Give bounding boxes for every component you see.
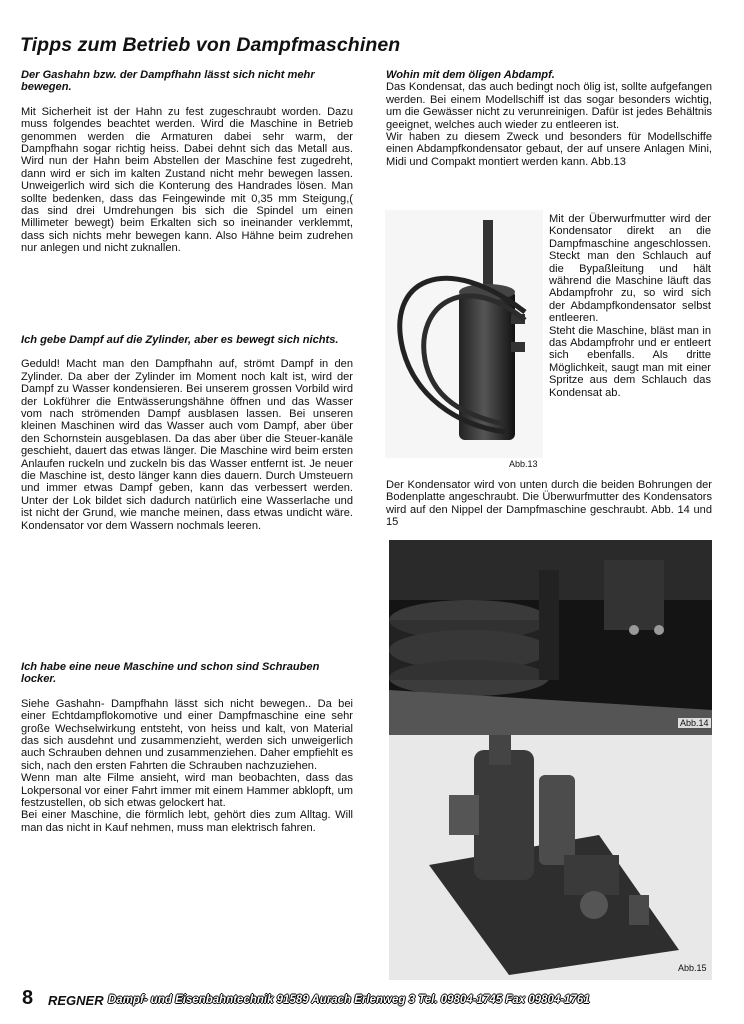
section-body: Mit der Überwurfmutter wird der Kondensator direkt an die Dampfmaschine angeschlossen. Steckt man den Schlauch auf die Bypaßleitung und hält während die Maschine läuft das Abdampfrohr zu, so wird sich der Abdampfkondensator selbst entleeren. <box>549 213 711 325</box>
page-number: 8 <box>22 987 34 1009</box>
section-heading: Ich gebe Dampf auf die Zylinder, aber es bewegt sich nichts. <box>21 334 339 346</box>
section-heading: Ich habe eine neue Maschine und schon sind Schrauben locker. <box>21 661 320 686</box>
footer-brand: REGNER <box>48 993 104 1008</box>
section-schrauben <box>21 661 353 834</box>
section-body: Das Kondensat, das auch bedingt noch ölig ist, sollte aufgefangen werden. Bei einem Modellschiff ist das sogar besonders wichtig, um die Gewässer nicht zu verunreinigen. Dafür ist jedes Behältnis geeignet, welches auch wieder zu entleeren ist. <box>386 81 712 131</box>
side-text-condenser <box>549 213 711 399</box>
section-body: Wenn man alte Filme ansieht, wird man beobachten, dass das Lokpersonal vor einer Fahrt immer mit einem Hammer abklopft, um festzustellen, ob sich etwas gelockert hat. <box>21 772 353 810</box>
photo-abb14-mounting <box>389 540 712 735</box>
section-body: Steht die Maschine, bläst man in das Abdampfrohr und er entleert sich ebenfalls. Als dritte Möglichkeit, saugt man mit einer Spritze aus dem Schlauch das Kondensat ab. <box>549 324 711 399</box>
caption-abb15: Abb.15 <box>678 963 707 973</box>
section-body: Siehe Gashahn- Dampfhahn lässt sich nicht bewegen.. Da bei einer Echtdampflokomotive und einer Dampfmaschine eine sehr große Wechselwirkung entsteht, von heiss und kalt, von Material das sich ausdehnt und zusammenzieht, werden sich unweigerlich auch Schrauben dehnen und zusammenziehen. Daher empfiehlt es sich, nach den ersten Fahrten die Schrauben nachzuziehen. <box>21 697 353 772</box>
section-heading: Der Gashahn bzw. der Dampfhahn lässt sich nicht mehr bewegen. <box>21 69 315 94</box>
section-gashahn <box>21 69 353 255</box>
section-montage <box>386 479 712 529</box>
photo-abb15-steam-engine <box>389 735 712 980</box>
section-body: Bei einer Maschine, die förmlich lebt, gehört dies zum Alltag. Will man das nicht in Kauf nehmen, muss man elektrisch fahren. <box>21 809 353 834</box>
photo-abb13-condenser <box>385 210 543 458</box>
page-title: Tipps zum Betrieb von Dampfmaschinen <box>20 34 401 56</box>
section-heading: Wohin mit dem öligen Abdampf. <box>386 69 555 81</box>
section-body: Mit Sicherheit ist der Hahn zu fest zugeschraubt worden. Dazu muss folgendes beachtet werden. Wird die Maschine in Betrieb genommen werden die Armaturen dabei sehr warm, der Dampfhahn sogar richtig heiss. Dabei dehnt sich das Metall aus. Wird nun der Hahn beim Abstellen der Maschine fest zugedreht, dann wird er sich im kalten Zustand nicht mehr bewegen lassen. Unweigerlich wird sich die Konterung des Handrades lösen. Man sollte bedenken, dass das Feingewinde mit 0,35 mm Steigung,( das sind drei Umdrehungen bis sich die Spindel um einen Millimeter bewegt) beim Erkalten sich so ineinander verklemmt, dass sich nichts mehr bewegen kann. Also Hähne beim zudrehen nur anlegen und nicht zuknallen. <box>21 105 353 255</box>
caption-abb13: Abb.13 <box>509 459 538 469</box>
section-body: Wir haben zu diesem Zweck und besonders für Modellschiffe einen Abdampfkondensator gebaut, der auf unsere Anlagen Mini, Midi und Compakt montiert werden kann. Abb.13 <box>386 131 712 168</box>
section-body: Der Kondensator wird von unten durch die beiden Bohrungen der Bodenplatte angeschraubt. Die Überwurfmutter des Kondensators wird auf den Nippel der Dampfmaschine geschraubt. Abb. 14 und 15 <box>386 479 712 529</box>
section-dampf-zylinder <box>21 334 353 532</box>
section-body: Geduld! Macht man den Dampfhahn auf, strömt Dampf in den Zylinder. Da aber der Zylinder im Moment noch kalt ist, wird der Dampf zu Wasser kondensieren. Bei unserem grossen Vorbild wird der Lokführer die Entwässerungshähne öffnen und das Wasser vom nach strömenden Dampf ausblasen lassen. Bei unseren kleinen Maschinen wird das Wasser auch vom Dampf, aber über den Schornstein ausgeblasen. Da das aber über die Steuer-kanäle geschieht, dauert das etwas länger. Die Maschine wird beim ersten Anlaufen ruckeln und zuckeln bis das Wasser entfernt ist. Je neuer die Maschine ist, desto länger kann dies dauern. Durch Umsteuern und immer etwas Dampf geben, kann das verbessert werden. Unter der Lok bildet sich dadurch natürlich eine Wasserlache und ist nicht der Grund, wie manche meinen, dass etwas undicht wäre. Kondensator vor dem Wassern nochmals leeren. <box>21 358 353 532</box>
caption-abb14: Abb.14 <box>680 718 709 728</box>
section-abdampf <box>386 69 712 168</box>
page-footer <box>22 987 722 1013</box>
footer-address: Dampf- und Eisenbahntechnik 91589 Aurach Erlenweg 3 Tel. 09804-1745 Fax 09804-1761 <box>108 994 590 1006</box>
